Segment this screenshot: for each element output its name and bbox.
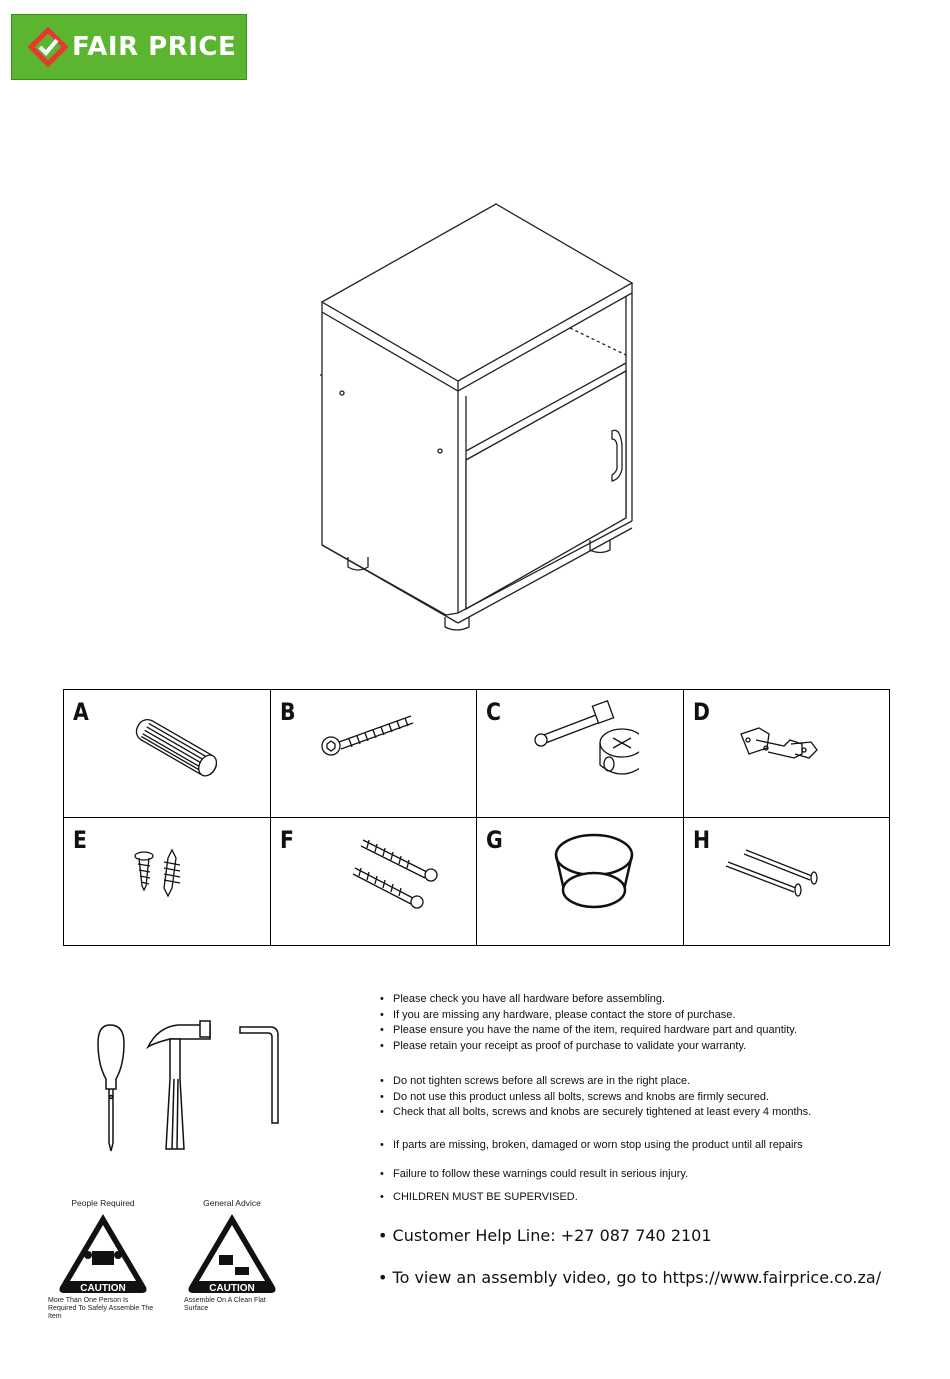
caution-label: CAUTION [209,1283,255,1294]
caution-label: CAUTION [80,1283,126,1294]
instruction-item: • If parts are missing, broken, damaged or worn stop using the product until all repairs [378,1138,898,1154]
hardware-letter: G [486,826,503,854]
instruction-item: • Do not tighten screws before all screws are in the right place. [378,1074,898,1090]
hardware-table [63,689,890,946]
allen-key-icon [240,1027,278,1123]
hardware-letter: F [279,826,294,854]
cam-bolt-icon [319,708,419,763]
short-screws-icon [132,848,192,898]
instruction-item: • Please ensure you have the name of the item, required hardware part and quantity. [378,1023,898,1039]
hardware-letter: C [486,698,501,726]
required-tools [90,1015,290,1160]
hardware-cell-d [683,690,890,818]
long-screws-icon [351,836,441,911]
screwdriver-icon [98,1025,124,1151]
fair-price-logo [11,14,247,80]
customer-helpline: • Customer Help Line: +27 087 740 2101 [378,1226,712,1245]
cam-lock-icon [529,698,639,783]
people-required-warning [48,1198,158,1321]
plastic-foot-icon [549,830,639,915]
bedside-cabinet-illustration [300,195,660,645]
hardware-cell-c [477,690,684,818]
hardware-letter: D [692,698,710,726]
warning-title: General Advice [203,1198,261,1208]
general-advice-warning [184,1198,280,1313]
caution-triangle-icon [58,1211,148,1295]
assembly-video-link[interactable]: • To view an assembly video, go to https://www.fairprice.co.za/ [378,1268,882,1287]
nails-icon [724,848,824,898]
warning-caption: More Than One Person Is Required To Safely Assemble The Item [48,1297,154,1320]
hinge-icon [736,722,821,767]
instruction-item: • Please retain your receipt as proof of purchase to validate your warranty. [378,1039,898,1055]
instruction-item: • Failure to follow these warnings could result in serious injury. [378,1167,898,1183]
hardware-letter: B [279,698,296,726]
hardware-letter: E [73,826,87,854]
instruction-item: • Please check you have all hardware before assembling. [378,992,898,1008]
brand-name: FAIR PRICE [72,32,237,62]
hammer-icon [148,1021,210,1149]
hardware-cell-b [270,690,477,818]
hardware-letter: A [73,698,89,726]
hardware-cell-h [683,818,890,946]
hardware-cell-a [64,690,271,818]
assembly-instructions [378,992,898,1205]
hardware-letter: H [692,826,710,854]
hardware-cell-f [270,818,477,946]
warning-caption: Assemble On A Clean Flat Surface [184,1297,266,1312]
check-diamond-icon [28,27,68,67]
wooden-dowel-icon [124,712,234,787]
hardware-cell-e [64,818,271,946]
instruction-item: • Check that all bolts, screws and knobs are securely tightened at least every 4 months. [378,1105,898,1121]
instruction-item: • Do not use this product unless all bolts, screws and knobs are firmly secured. [378,1090,898,1106]
hardware-cell-g [477,818,684,946]
instruction-item: • If you are missing any hardware, please contact the store of purchase. [378,1008,898,1024]
warning-title: People Required [71,1198,135,1208]
instruction-item: • CHILDREN MUST BE SUPERVISED. [378,1190,898,1206]
caution-triangle-icon [187,1211,277,1295]
